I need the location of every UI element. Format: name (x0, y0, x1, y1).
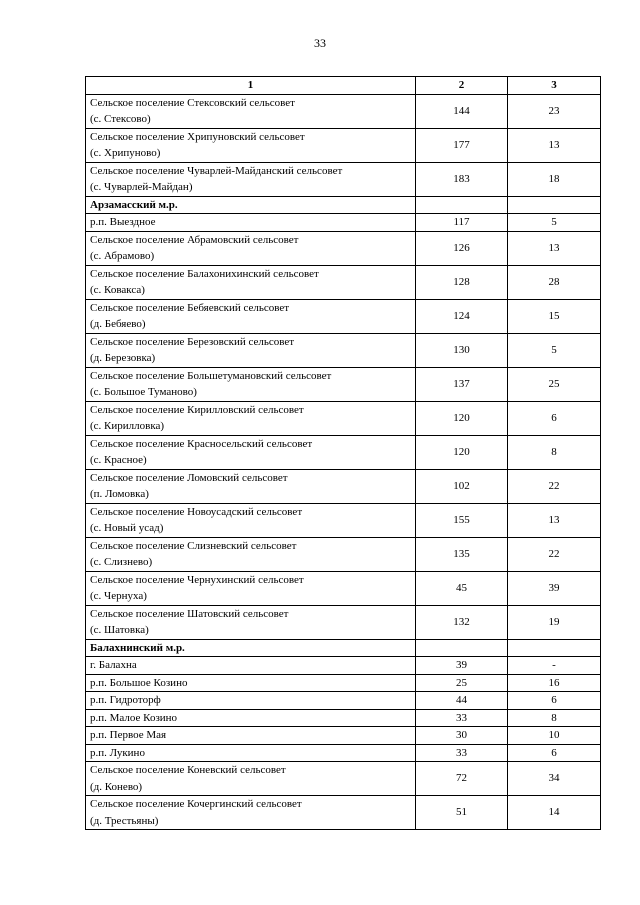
value-col-3: 22 (508, 469, 601, 503)
settlement-center: (с. Красное) (90, 454, 147, 466)
table-row (86, 571, 601, 605)
table-row (86, 709, 601, 727)
settlement-center: (с. Абрамово) (90, 250, 155, 262)
value-col-3: 5 (508, 214, 601, 232)
value-col-2 (416, 639, 508, 657)
table-row (86, 265, 601, 299)
settlement-name-cell (86, 435, 416, 469)
value-col-2: 33 (416, 709, 508, 727)
table-row (86, 503, 601, 537)
settlement-name-cell (86, 537, 416, 571)
settlement-name: Сельское поселение Балахонихинский сельсовет (90, 267, 319, 280)
table-row (86, 796, 601, 830)
page-number: 33 (314, 36, 326, 50)
settlement-name-cell (86, 762, 416, 796)
settlement-name-cell (86, 333, 416, 367)
value-col-2: 51 (416, 796, 508, 830)
table-row (86, 657, 601, 675)
settlement-name: Сельское поселение Кочергинский сельсовет (90, 798, 302, 810)
value-col-3: 13 (508, 231, 601, 265)
settlement-name-cell (86, 265, 416, 299)
settlement-name: Сельское поселение Коневский сельсовет (90, 764, 286, 776)
settlement-name: Сельское поселение Шатовский сельсовет (90, 607, 289, 620)
table-row (86, 231, 601, 265)
value-col-3 (508, 196, 601, 214)
table-row (86, 674, 601, 692)
value-col-3: 8 (508, 435, 601, 469)
value-col-3: 34 (508, 762, 601, 796)
value-col-2: 45 (416, 571, 508, 605)
value-col-3: 22 (508, 537, 601, 571)
settlement-name: Сельское поселение Хрипуновский сельсовет (90, 130, 305, 143)
value-col-3: 8 (508, 709, 601, 727)
table-body (86, 94, 601, 830)
header-col-2: 2 (416, 77, 508, 95)
value-col-2: 120 (416, 435, 508, 469)
value-col-3: - (508, 657, 601, 675)
value-col-2: 120 (416, 401, 508, 435)
value-col-2: 117 (416, 214, 508, 232)
value-col-2: 33 (416, 744, 508, 762)
value-col-3: 39 (508, 571, 601, 605)
table-row (86, 128, 601, 162)
settlement-name: Сельское поселение Кирилловский сельсовет (90, 403, 304, 416)
value-col-3: 18 (508, 162, 601, 196)
settlement-center: (с. Хрипуново) (90, 147, 161, 159)
settlement-name-cell (86, 94, 416, 128)
settlement-center: (с. Чернуха) (90, 590, 147, 602)
value-col-2: 124 (416, 299, 508, 333)
table-row (86, 537, 601, 571)
settlement-name-cell (86, 367, 416, 401)
value-col-2: 177 (416, 128, 508, 162)
settlement-name: Сельское поселение Чернухинский сельсовет (90, 573, 304, 586)
settlement-center: (с. Чуварлей-Майдан) (90, 181, 193, 193)
value-col-3 (508, 639, 601, 657)
settlement-name-cell (86, 639, 416, 657)
value-col-3: 10 (508, 727, 601, 745)
settlement-name-cell (86, 299, 416, 333)
settlement-name-cell (86, 503, 416, 537)
header-col-3: 3 (508, 77, 601, 95)
settlement-center: (с. Шатовка) (90, 624, 149, 636)
settlement-name: Сельское поселение Красносельский сельсовет (90, 437, 313, 450)
value-col-2: 128 (416, 265, 508, 299)
settlement-name: Сельское поселение Чуварлей-Майданский сельсовет (90, 164, 343, 177)
value-col-2: 144 (416, 94, 508, 128)
settlement-name-cell (86, 162, 416, 196)
settlement-name: Сельское поселение Слизневский сельсовет (90, 539, 297, 552)
settlement-center: (п. Ломовка) (90, 488, 149, 500)
group-row (86, 196, 601, 214)
table-row (86, 162, 601, 196)
settlement-center: (с. Новый усад) (90, 522, 164, 534)
value-col-3: 28 (508, 265, 601, 299)
settlement-name: р.п. Лукино (90, 746, 145, 759)
table-row (86, 692, 601, 710)
value-col-3: 6 (508, 401, 601, 435)
value-col-3: 14 (508, 796, 601, 830)
data-table (85, 76, 601, 830)
settlement-name-cell (86, 401, 416, 435)
settlement-name-cell (86, 657, 416, 675)
value-col-3: 23 (508, 94, 601, 128)
settlement-center: (с. Кирилловка) (90, 420, 165, 432)
settlement-center: (с. Стексово) (90, 113, 151, 125)
header-row (86, 77, 601, 95)
group-row (86, 639, 601, 657)
table-row (86, 435, 601, 469)
settlement-name-cell (86, 744, 416, 762)
value-col-2: 39 (416, 657, 508, 675)
settlement-name: Сельское поселение Ломовский сельсовет (90, 471, 288, 484)
value-col-2: 102 (416, 469, 508, 503)
value-col-2: 30 (416, 727, 508, 745)
table-row (86, 367, 601, 401)
settlement-center: (с. Большое Туманово) (90, 386, 197, 398)
table-row (86, 762, 601, 796)
settlement-center: (д. Бебяево) (90, 318, 146, 330)
settlement-name-cell (86, 571, 416, 605)
value-col-3: 13 (508, 128, 601, 162)
value-col-3: 15 (508, 299, 601, 333)
settlement-name: Сельское поселение Новоусадский сельсовет (90, 505, 303, 518)
settlement-name: р.п. Большое Козино (90, 676, 188, 689)
table-row (86, 94, 601, 128)
settlement-name-cell (86, 196, 416, 214)
settlement-name-cell (86, 796, 416, 830)
value-col-2: 183 (416, 162, 508, 196)
value-col-3: 25 (508, 367, 601, 401)
settlement-name: р.п. Гидроторф (90, 694, 161, 706)
settlement-name: р.п. Выездное (90, 216, 156, 228)
value-col-3: 6 (508, 744, 601, 762)
settlement-name: Сельское поселение Большетумановский сельсовет (90, 369, 332, 382)
value-col-2: 132 (416, 605, 508, 639)
value-col-2: 72 (416, 762, 508, 796)
settlement-name: Сельское поселение Березовский сельсовет (90, 335, 295, 348)
settlement-name: Сельское поселение Бебяевский сельсовет (90, 301, 290, 314)
table-row (86, 744, 601, 762)
settlement-name: Балахнинский м.р. (90, 641, 185, 654)
settlement-center: (д. Березовка) (90, 352, 156, 364)
value-col-3: 5 (508, 333, 601, 367)
value-col-2: 44 (416, 692, 508, 710)
table-row (86, 727, 601, 745)
settlement-name: г. Балахна (90, 659, 137, 671)
value-col-3: 13 (508, 503, 601, 537)
value-col-2: 137 (416, 367, 508, 401)
settlement-center: (д. Конево) (90, 780, 143, 793)
table-row (86, 401, 601, 435)
table-row (86, 214, 601, 232)
value-col-3: 6 (508, 692, 601, 710)
settlement-name-cell (86, 128, 416, 162)
header-col-1: 1 (86, 77, 416, 95)
settlement-name-cell (86, 231, 416, 265)
settlement-name-cell (86, 674, 416, 692)
value-col-2: 130 (416, 333, 508, 367)
value-col-3: 19 (508, 605, 601, 639)
settlement-name-cell (86, 727, 416, 745)
settlement-name: р.п. Первое Мая (90, 729, 167, 741)
value-col-2 (416, 196, 508, 214)
value-col-3: 16 (508, 674, 601, 692)
settlement-name-cell (86, 214, 416, 232)
settlement-name: Сельское поселение Стексовский сельсовет (90, 96, 295, 109)
settlement-name: р.п. Малое Козино (90, 711, 178, 724)
settlement-name-cell (86, 469, 416, 503)
table-row (86, 605, 601, 639)
value-col-2: 155 (416, 503, 508, 537)
value-col-2: 135 (416, 537, 508, 571)
value-col-2: 25 (416, 674, 508, 692)
value-col-2: 126 (416, 231, 508, 265)
settlement-name-cell (86, 692, 416, 710)
settlement-center: (д. Трестьяны) (90, 814, 159, 827)
settlement-name: Сельское поселение Абрамовский сельсовет (90, 233, 299, 246)
table-row (86, 469, 601, 503)
settlement-center: (с. Слизнево) (90, 556, 153, 568)
settlement-center: (с. Ковакса) (90, 284, 145, 296)
settlement-name-cell (86, 709, 416, 727)
table-row (86, 299, 601, 333)
settlement-name: Арзамасский м.р. (90, 198, 178, 211)
settlement-name-cell (86, 605, 416, 639)
table-row (86, 333, 601, 367)
